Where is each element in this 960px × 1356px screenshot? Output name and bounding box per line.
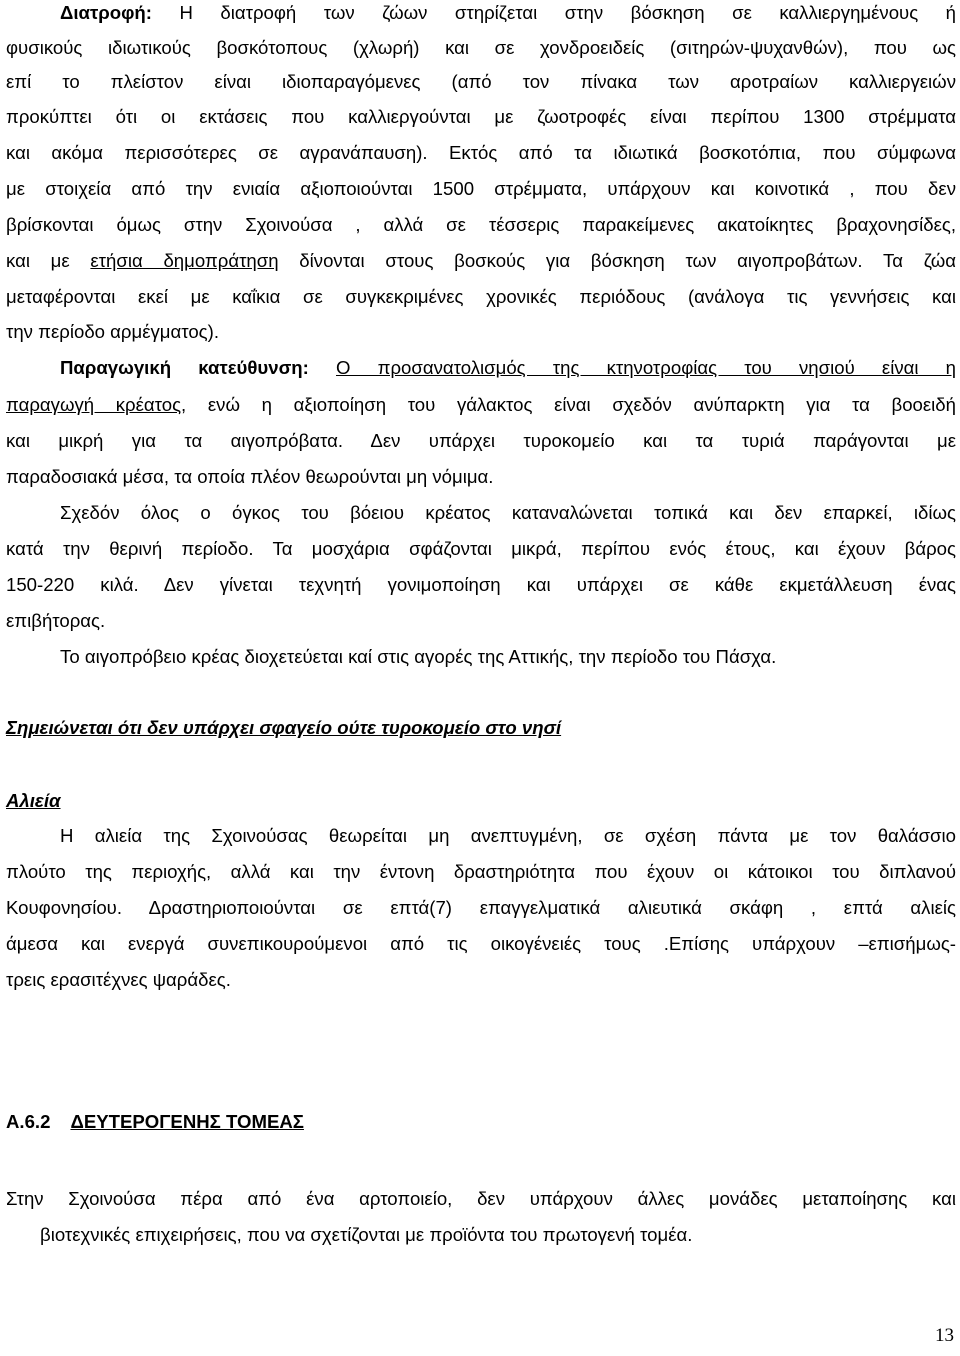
- diatrofi-line-3: επί το πλείστον είναι ιδιοπαραγόμενες (από τον πίνακα των αροτραίων καλλιεργειών: [6, 71, 956, 92]
- paragogiki-underlined-1: Ο προσανατολισμός της κτηνοτροφίας του νησιού είναι η: [336, 357, 956, 378]
- section-title: ΔΕΥΤΕΡΟΓΕΝΗΣ ΤΟΜΕΑΣ: [70, 1111, 304, 1132]
- alieia-line-5: τρεις ερασιτέχνες ψαράδες.: [6, 969, 231, 990]
- diatrofi-label: Διατροφή:: [60, 2, 152, 23]
- alieia-line-4: άμεσα και ενεργά συνεπικουρούμενοι από τις οικογένειές τους .Επίσης υπάρχουν –επισήμως-: [6, 933, 956, 954]
- diatrofi-line-1: [60, 2, 956, 24]
- page-number: 13: [935, 1325, 954, 1346]
- paragogiki-label: Παραγωγική κατεύθυνση:: [60, 357, 309, 378]
- diatrofi-line-5: και ακόμα περισσότερες σε αγρανάπαυση). Εκτός από τα ιδιωτικά βοσκοτόπια, που σύμφωνα: [6, 142, 956, 163]
- diatrofi-line-4: προκύπτει ότι οι εκτάσεις που καλλιεργούνται με ζωοτροφές είναι περίπου 1300 στρέμματα: [6, 106, 956, 127]
- alieia-title: Αλιεία: [6, 790, 61, 811]
- boeio-line-2: κατά την θερινή περίοδο. Τα μοσχάρια σφάζονται μικρά, περίπου ενός έτους, και έχουν βάρος: [6, 538, 956, 559]
- section-line-1: Στην Σχοινούσα πέρα από ένα αρτοποιείο, δεν υπάρχουν άλλες μονάδες μεταποίησης και: [6, 1188, 956, 1209]
- slaughterhouse-note: Σημειώνεται ότι δεν υπάρχει σφαγείο ούτε τυροκομείο στο νησί: [6, 717, 562, 738]
- alieia-line-1: Η αλιεία της Σχοινούσας θεωρείται μη ανεπτυγμένη, σε σχέση πάντα με τον θαλάσσιο: [60, 825, 956, 846]
- boeio-line-1: Σχεδόν όλος ο όγκος του βόειου κρέατος καταναλώνεται τοπικά και δεν επαρκεί, ιδίως: [60, 502, 956, 523]
- diatrofi-line-2: φυσικούς ιδιωτικούς βοσκότοπους (χλωρή) και σε χονδροειδείς (σιτηρών-ψυχανθών), που ως: [6, 37, 956, 58]
- diatrofi-text-1: Η διατροφή των ζώων στηρίζεται στην βόσκηση σε καλλιεργημένους ή: [151, 2, 956, 23]
- alieia-line-3: Κουφονησίου. Δραστηριοποιούνται σε επτά(7) επαγγελματικά αλιευτικά σκάφη , επτά αλιείς: [6, 897, 956, 918]
- diatrofi-text-8b: δίνονται στους βοσκούς για βόσκηση των αιγοπροβάτων. Τα ζώα: [278, 250, 956, 271]
- section-line-2: βιοτεχνικές επιχειρήσεις, που να σχετίζονται με προϊόντα του πρωτογενή τομέα.: [40, 1224, 693, 1245]
- diatrofi-line-6: με στοιχεία από την ενιαία αξιοποιούνται 1500 στρέμματα, υπάρχουν και κοινοτικά , που δεν: [6, 178, 956, 199]
- diatrofi-text-8a: και με: [6, 250, 91, 271]
- section-heading: [6, 1111, 304, 1133]
- diatrofi-line-7: βρίσκονται όμως στην Σχοινούσα , αλλά σε τέσσερις παρακείμενες ακατοίκητες βραχονησίδες,: [6, 214, 956, 235]
- aigoprobeio-line: Το αιγοπρόβειο κρέας διοχετεύεται καί στις αγορές της Αττικής, την περίοδο του Πάσχα.: [60, 646, 777, 667]
- boeio-line-3: 150-220 κιλά. Δεν γίνεται τεχνητή γονιμοποίηση και υπάρχει σε κάθε εκμετάλλευση ένας: [6, 574, 956, 595]
- diatrofi-line-8: [6, 250, 956, 272]
- diatrofi-underlined-auction: ετήσια δημοπράτηση: [90, 250, 279, 271]
- diatrofi-line-10: την περίοδο αρμέγματος).: [6, 321, 220, 342]
- paragogiki-line-2: [6, 394, 956, 416]
- paragogiki-line-3: και μικρή για τα αιγοπρόβατα. Δεν υπάρχει τυροκομείο και τα τυριά παράγονται με: [6, 430, 956, 451]
- diatrofi-line-9: μεταφέρονται εκεί με καΐκια σε συγκεκριμένες χρονικές περιόδους (ανάλογα τις γεννήσεις και: [6, 286, 956, 307]
- section-number: Α.6.2: [6, 1111, 51, 1132]
- paragogiki-line-1: [60, 357, 956, 379]
- alieia-line-2: πλούτο της περιοχής, αλλά και την έντονη δραστηριότητα που έχουν οι κάτοικοι του διπλανού: [6, 861, 956, 882]
- paragogiki-line-4: παραδοσιακά μέσα, τα οποία πλέον θεωρούνται μη νόμιμα.: [6, 466, 494, 487]
- boeio-line-4: επιβήτορας.: [6, 610, 106, 631]
- paragogiki-text-2: , ενώ η αξιοποίηση του γάλακτος είναι σχεδόν ανύπαρκτη για τα βοοειδή: [181, 394, 956, 415]
- paragogiki-underlined-2: παραγωγή κρέατος: [6, 394, 182, 415]
